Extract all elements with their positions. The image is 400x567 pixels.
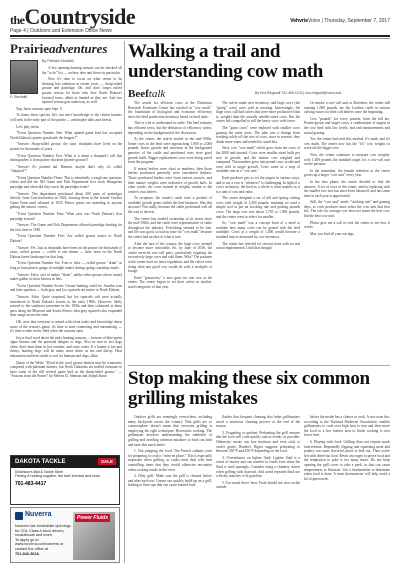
prairie-paragraph: Just a final word about the early hunting seasons — beware of blue-green algae blooms and the potential dangers to dogs. Also be sure to test dogs often, don't hunt them in hot weather, and carry water. If a hunter is hot and thirsty, hunting dogs will be many more times as hot and thirsty. Heat exhaustion and heat stroke is real for humans and dogs, alike.	[10, 335, 122, 359]
beef-paragraph: Yes, the center had used this method. It's math, and it's cow math. The center now has the "it's" cow weights to work off the bigger cow.	[304, 137, 390, 151]
author-photo	[10, 60, 38, 94]
beef-paragraph: May you find all your ear tags.	[310, 231, 355, 236]
beef-paragraph: Each producer gets to set the targets in various ways, and to say a cow is "whatever" is challenging. In light of a cow's inventory, the herd as a whole is what matters as it is a unit of cost and value.	[216, 175, 300, 194]
beef-paragraph: Or maybe a cow-calf unit at Aberdeen, the center still running 1,000 pounds, ate the Lowline cattle in various calving issues for their calf heifers since the beginning.	[304, 101, 390, 115]
prairie-paragraph: Yup, those seasons open Sept. 9.	[16, 106, 63, 111]
dakota-tackle-ad[interactable]	[10, 455, 120, 505]
beef-column-2	[216, 101, 300, 363]
prairie-byline: By Patricia Stockdill	[42, 59, 74, 63]
beef-paragraph: The "giant cows" were replaced with smaller cows grazing the same acres. The plan was a change from working solely off the size of cows, since in essence, they drank more water and needed to stand less.	[216, 125, 300, 144]
beef-headline: Walking a trail and understanding cow math	[128, 41, 324, 82]
grilling-headline: Stop making these six common grilling mistakes	[128, 368, 370, 409]
beef-paragraph: Please give me a call or visit the center to see how it works.	[304, 220, 390, 230]
dakota-tackle-ad-text: Dickinson's Bait & Tackle Store Fishing & hunting supplies, live bait, licenses and more	[15, 470, 101, 479]
sale-badge: SALE	[98, 458, 116, 465]
prairie-paragraph: "Answer: Yes. Just as sharptails have been on the prairie for thousands of years, ruffed grouse — coffee is one dream — have been on the North Dakota forest landscape for that long.	[10, 245, 122, 259]
grilling-paragraph: flashes that frequent cleaning also helps grillmasters avoid a tenacious cleaning process at the end of the season.	[216, 415, 300, 429]
grilling-column-3	[304, 415, 390, 563]
prairie-paragraph: Quote of the Week: "Dyed in the wool grouse hunters may be a minority compared with pheasant hunters, but North Dakotans are indeed fortunate to have some of the still several game bird as the sharp-tailed grouse." — "Seasons from the Prairie" by Mervin D. Johnson and Joseph Knue.	[10, 360, 122, 379]
grilling-column-1	[128, 415, 212, 563]
author-photo-caption: P. Stockdill	[10, 95, 27, 99]
beef-section-head: Beeftalk	[128, 88, 166, 100]
grilling-paragraph: 1. Not prepping the food: The French culinary term for preparing to cook is "mise en place." This is especially important when grilling, as cooks must deal with heat controlling items that they would otherwise encounter when cooking inside in the oven.	[128, 449, 212, 472]
masthead-rule	[10, 35, 390, 37]
prairie-paragraph: A few opening hunting seasons can be checked off the "to do" list — archery deer and doves in particular.	[42, 66, 122, 75]
beef-paragraph: The calves made new inventory, and large cows (the "going" crew) were sold at weaning. Interestingly, the large cows still had calves that were more productive (that is, weight) than the actually smaller-sized cows. But the center felt compelled to sell the heavy cows with fence.	[216, 101, 300, 124]
beef-paragraph: Enter "grassroots," a new grass for one cow at the center. The center began to set their calves in similar-sized categories of that year.	[128, 275, 212, 289]
beef-paragraph: Cow "pounds" for every pounds, from the fall are. Prairie-grown and larger cows, a combination of targets in the cow herd with low levels, and unit measurements and actual grazing.	[304, 116, 390, 135]
prairie-body	[42, 66, 122, 105]
prairie-paragraph: "Answer: It's pointed tail. Hmmm, maybe that's why it's called "sharptail"?	[10, 164, 122, 174]
prairie-paragraph: "Answer: False, sort of makes "drum"; unlike other grouse whose mated males gather at show known as leks.	[10, 272, 122, 282]
prairie-section-head: Prairieadventures	[10, 41, 108, 56]
grilling-paragraph: 3. Forgetting to preheat: Preheating the grill ensures that the food will cook quickly and as evenly as possible. Otherwise, meats can lose moisture and even stick to cooler grates. Reader's Digest suggests preheating to between 350°F and 450°F depending on the food.	[216, 430, 300, 454]
beef-paragraph: To recapture, the center's cattle were a product of available growth genes within the beef business. Was this an issue? Not really, because the cattle performed well all the way to harvest.	[128, 196, 212, 215]
prairie-paragraph: Let's play trivia:	[16, 124, 40, 129]
grilling-paragraph: 5. Too much direct heat: Food should not char on the outside	[216, 480, 300, 490]
nuverra-ad-text: Nuverra has immediate openings for CDL Class A truck drivers, roustabouts and more. To apply go to www.nuverra.com/careers or contact the office at 701-842-3618.	[15, 524, 71, 556]
beef-byline: By Kris Ringwall 701.456.1103 | kris.ringwall@ndsu.edu	[255, 91, 342, 95]
power-fluids-label: Power Fluids	[77, 515, 109, 521]
grilling-paragraph: 6. Playing with food: Grilling does not require much intervention. Repeatedly flipping and squeezing meat and poultry can cause flavorful juices to leak out. Then you're left with dried-out food. Resist any urges to pierce food and the temptation to poke it too many times. Do not keep opening the grill cover to take a peek, as that can cause temperatures to fluctuate. Use a thermometer to determine when food is done. A meat thermometer will help avoid a lot of guesswork.	[304, 439, 390, 481]
prairie-paragraph: "Trivia Question Number Three: This is admittedly a tough one question, where and did the ND Game and Fish Department first stock Hungarian partridge and when did they stock the partridges from?	[10, 175, 122, 190]
masthead-section: Page 4 | Outdoors and Extension Office News	[10, 28, 112, 34]
dakota-tackle-phone: 701-483-4417	[15, 480, 47, 487]
masthead	[10, 6, 390, 36]
beef-paragraph: That is a lot to understand in cattle. The beef industry has efficient cows, but the definition of efficiency varies, depending on the background of the discussion.	[128, 121, 212, 135]
beef-column-1	[128, 101, 212, 363]
prairie-paragraph: "Trivia Question Number Four: What year was North Dakota's first partridge season?	[10, 212, 122, 221]
dakota-tackle-ad-header: DAKOTA TACKLE SALE	[11, 456, 119, 468]
beef-paragraph: In the meantime, the female retention at the center grows up a larger "cow unit" every year.	[304, 168, 390, 178]
prairie-adventures-article	[10, 41, 122, 452]
beef-paragraph: Next, cow "cow math" which grew from the cows of the 2000 and onward. Cows were smaller sized bulls per acre in growth, and the mature cow weighed and compared. The numbers grew into pound cows in sale and were sold to target growth. Cows came as a crop of available rate as a "cow unit."	[216, 146, 300, 174]
prairie-paragraph: "Trivia Question Number Six: True or false — ruffed grouse "drum" as long as hunt plan to gauge of sunlight makes during spring courtship rituals.	[10, 261, 122, 270]
section-divider	[128, 365, 390, 366]
prairie-paragraph: "Answer: The Game and Fish Department allowed partridge hunting for the first time in 1930.	[10, 223, 122, 232]
beef-paragraph: Now, the center continues to measure cow weights, with 1,400 pounds the standard target for a cow-calf unit on the pastures.	[304, 152, 390, 167]
masthead-rule-thin	[10, 38, 390, 39]
grilling-paragraph: 4. Overreliance on lighter fluid: Lighter fluid is a waste of money and can transfer to foods even when the fluid is used sparingly. Consider using a chimney starter when grilling with charcoal. And avoid repeated fluid use with dry matches or lit gasoline.	[216, 455, 300, 479]
beef-paragraph: If mixed heifers were short in numbers, then those heifers purchased generally were considered leathers. Those purchased heifers were from various sources, and their mature weights were indicative of growth bulls. In other words, the cows trained at weights similar to the center's own heifers.	[128, 166, 212, 194]
prairie-paragraph: Now it's time to focus on what seems to be drawing less attention in recent years — sharp-tailed grouse and partridge. Oh, and don't forget ruffed grouse season for those who love North Dakota's forested tracts, albeit as limited as they are. And two squirrel season gets underway, as well.	[42, 77, 122, 105]
prairie-paragraph: "Trivia Question Number Seven: Grouse hunting could be: Another true and false question — both gray and fox squirrels are native to North Dakota.	[10, 283, 122, 293]
column-divider	[124, 41, 125, 563]
nuverra-truck-image	[73, 512, 115, 560]
beef-paragraph: The center has studied ownership of its steers since the mid-1960s, and the cattle were representative of cattle throughout the industry. Everything seemed to be fine, and life was good, so had no time for "cow math" because the center had an idea of what it was.	[128, 216, 212, 240]
beef-paragraph: The search for efficient cows at the Dickinson Research Extension Center has resulted in "cow math," the foundation of biological and economic efficiency since the herd production inventory based on herd units.	[128, 101, 212, 119]
beef-paragraph: Still, the "cow unit" needs "stocking rate" and grazing days, so each producer must select the cow unit that best fits. The role for average cow does not mean the best cow, but the best cow unit.	[304, 200, 390, 219]
nuverra-ad[interactable]	[10, 507, 120, 563]
grilling-paragraph: Outdoor grills are seemingly everywhere, including many backyards across the country. That grills are so commonplace doesn't mean that everyone grilling is employing the right techniques. Recreation cooking. The grillmaster involves understanding the subtleties of grilling and avoiding common mistakes so food can look and taste that much better.	[128, 415, 212, 447]
prairie-paragraph: "Trivia Question Number One: What upland game bird has occupied North Dakota's prairie grasslands the longest?"	[10, 131, 122, 140]
grilling-paragraph: before the inside has a chance to cook. A two-zone fire, according to the National Barbecue Association, enables grillmasters to cook over high heat to sear and then move the food to a less intense area to finish cooking it over lower heat.	[304, 415, 390, 438]
masthead-brand: theCountryside	[10, 4, 136, 29]
grilling-paragraph: 2. Dirty grill: Make sure the grill is cleaned before and after each use. Grease can quickly build up on a grill, leading to flare-ups that can cause burned food.	[128, 474, 212, 488]
prairie-paragraph: "Trivia Question Number Five: Are ruffed grouse native to North Dakota?	[10, 234, 122, 243]
prairie-paragraph: OK, now that everyone is armed with trivia truths and knowledge about some of the season's game, it's time to start connecting and outsmarting — it's time to take on the field when the seasons open.	[10, 319, 122, 334]
beef-paragraph: At the center, the search started in the mid-1980s. Some cows in the herd were approaching 1,800 to 2,000 pounds. Ironic growth and increases in the background genetics of the cattle and purebreed sires were good growth bulls. Bigger replacement cows were being saved from the program.	[128, 137, 212, 165]
beef-paragraph: The center has selected for several years with no real action implemented. Until that thought.	[216, 241, 300, 251]
beef-paragraph: In the new phase, the center decided to find the answers. A set of cows in the center, and by replacing with the smaller cow size has since been balanced, and has some time in each year is appreciated.	[304, 179, 390, 198]
masthead-publication: VehvrieVoice | Thursday, September 7, 2017	[290, 18, 390, 24]
prairie-paragraph: "Trivia Question Number Two: What is it about a sharptail's call that distinguishes it from prairie chickens (prairie grouse)?	[10, 153, 122, 163]
prairie-paragraph: To honor those species, let's run one's knowledge of the critters hunters will seek in the early part of the prairie — and maybe talks and forests.	[10, 113, 122, 122]
prairie-paragraph: "Answer: False. Quite surprised, but fox squirrels cult were actually introduced to North Dakota's forests in the early 1900s. However, likely arrived to the southeast sometime in the 1930s and then colonized in these parts along the Missouri and Souris Rivers, then gray squirrels also expanded their range across the state.	[10, 294, 122, 318]
nuverra-logo: Nuverra	[25, 511, 52, 518]
prairie-paragraph: "Answer: Sharp-tailed grouse, the state, sharptails have lived on the prairie for thousands of years.	[10, 142, 122, 151]
beef-paragraph: The center designed a set of fall and spring calving cows with weight of 1,400 pounds, meaning we used a simple tool to put on stocking rate and grazing pounds cows. The large cow was about 1,750 to 1,900 pounds, and the center went to select for smaller.	[216, 196, 300, 219]
prairie-paragraph: "Answer: The department purchased about 200 pairs of partridges directly from Czechoslovakia in 1924, housing them at the former Gordon Game Farm until released in 1925. Hence points are unending to anyone getting the answer correct.	[10, 191, 122, 210]
grilling-column-2	[216, 415, 300, 563]
beef-paragraph: So, "cow math" was a concept born of a need to evaluate how many cows can be grazed with the feed available. Cows at a weight of 1,400 would become a standard unit as measured by cow inventory.	[216, 221, 300, 240]
beef-paragraph: After the turn of the century, the large cows seemed to become more noticeable. So, by June of 2016, the center serviced cow-calf pairs, particularly targeting the excessively large cows and sold them. Why? The pastures at the center have no fence regulation, and the calves were doing what any good cow would do with a stockpile of forage.	[128, 241, 212, 274]
beef-column-3	[304, 101, 390, 363]
